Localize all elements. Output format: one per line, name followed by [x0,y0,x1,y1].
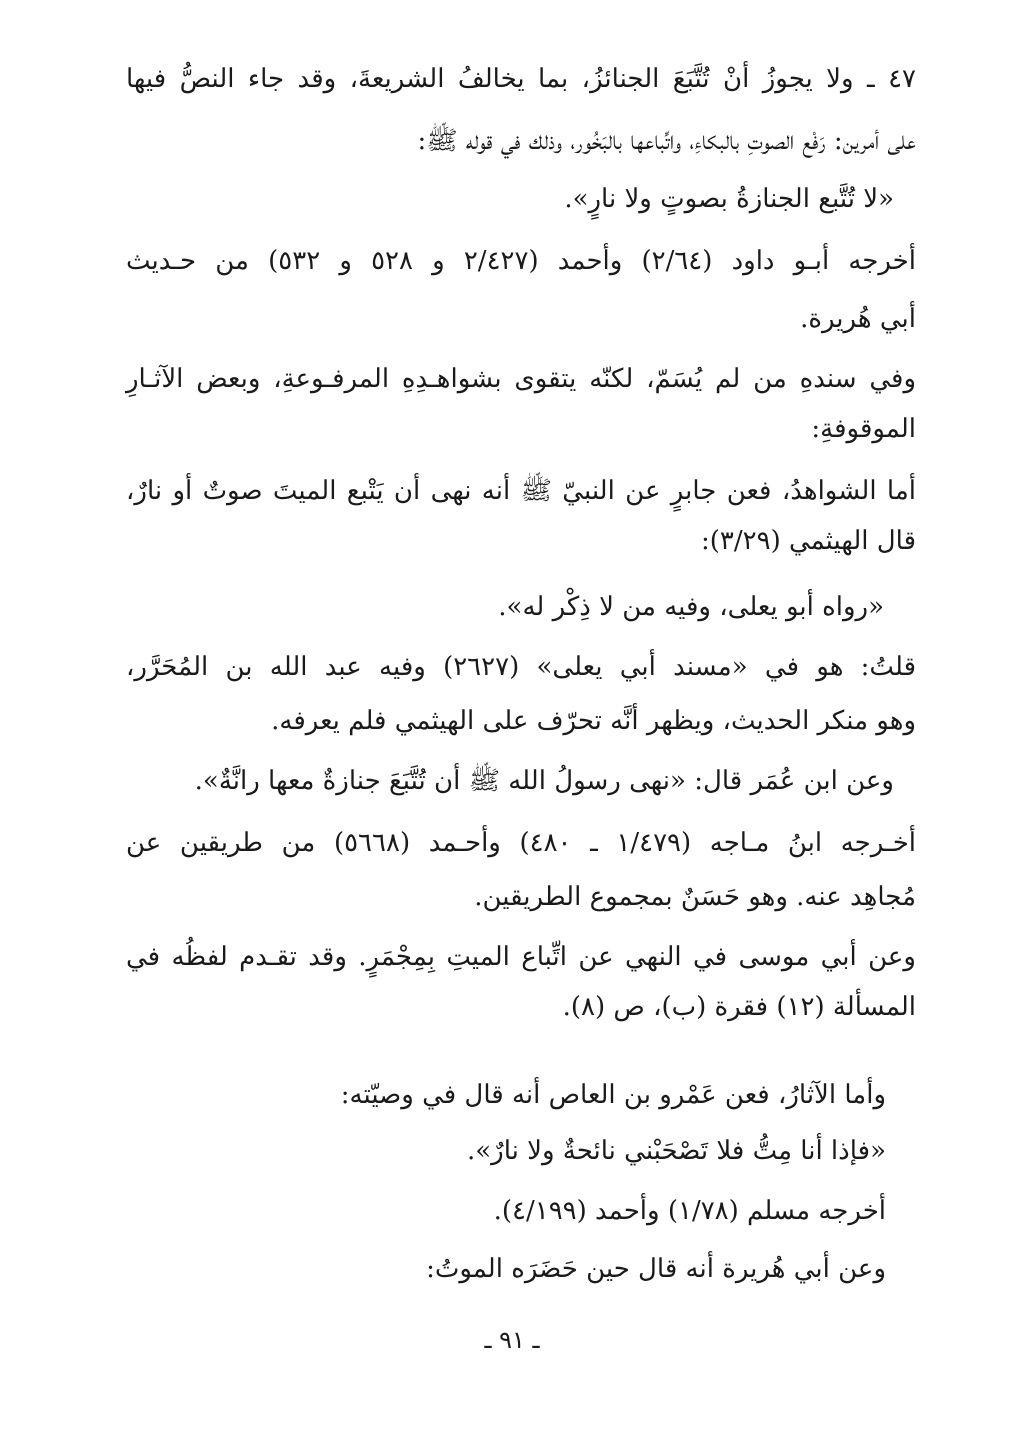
quote-haythami: «رواه أبو يعلى، وفيه من لا ذِكْر له». [498,592,884,622]
page-number: ـ ٩١ ـ [484,1326,540,1354]
quote-amr: «فإذا أنا مِتُّ فلا تَصْحَبْني نائحةٌ ولا نارٌ». [466,1136,886,1166]
text-line-16: وعن أبي موسى في النهي عن اتِّباع الميتِ بِمِجْمَرٍ. وقد تقـدم لفظُه في [126,942,916,972]
text-line-8: أما الشواهدُ، فعن جابرٍ عن النبيّ ﷺ أنه نهى أن يَتْبع الميتَ صوتٌ أو نارٌ، [126,476,916,506]
text-line-1: ٤٧ ـ ولا يجوزُ أنْ تُتَّبَعَ الجنائزُ، بما يخالفُ الشريعةَ، وقد جاء النصُّ فيها [126,64,916,94]
text-line-13: وعن ابن عُمَر قال: «نهى رسولُ الله ﷺ أن تُتَّبَعَ جنازةٌ معها رانَّةٌ». [194,766,894,796]
text-line-15: مُجاهِد عنه. وهو حَسَنٌ بمجموع الطريقين. [474,882,916,912]
text-line-18: وأما الآثارُ، فعن عَمْرو بن العاص أنه قال في وصيّته: [340,1080,886,1110]
text-line-4: أخرجه أبـو داود (٢/٦٤) وأحمد (٢/٤٢٧ و ٥٢٨ و ٥٣٢) من حـديث [126,246,916,276]
text-line-7: الموقوفةِ: [811,414,916,444]
text-line-11: قلتُ: هو في «مسند أبي يعلى» (٢٦٢٧) وفيه عبد الله بن المُحَرَّر، [126,652,916,682]
text-line-20: أخرجه مسلم (١/٧٨) وأحمد (٤/١٩٩). [493,1196,886,1226]
text-line-9: قال الهيثمي (٣/٢٩): [701,526,916,556]
hadith-quote-1: «لا تُتَّبع الجنازةُ بصوتٍ ولا نارٍ». [564,184,894,214]
text-line-14: أخـرجه ابنُ مـاجه (١/٤٧٩ ـ ٤٨٠) وأحـمد (٥٦٦٨) من طريقين عن [126,828,917,858]
text-line-5: أبي هُريرة. [800,304,916,334]
text-line-6: وفي سندهِ من لم يُسَمّ، لكنّه يتقوى بشواهـدِهِ المرفـوعةِ، وبعض الآثـارِ [126,364,916,394]
text-line-12: وهو منكر الحديث، ويظهر أنَّه تحرّف على الهيثمي فلم يعرفه. [271,706,916,736]
text-line-21: وعن أبي هُريرة أنه قال حين حَضَرَه الموتُ: [426,1254,886,1284]
text-line-17: المسألة (١٢) فقرة (ب)، ص (٨). [562,992,916,1022]
text-line-2: على أمرين: رَفْع الصوتِ بالبكاءِ، واتِّباعها بالبَخُور، وذلك في قوله ﷺ: [417,126,916,156]
